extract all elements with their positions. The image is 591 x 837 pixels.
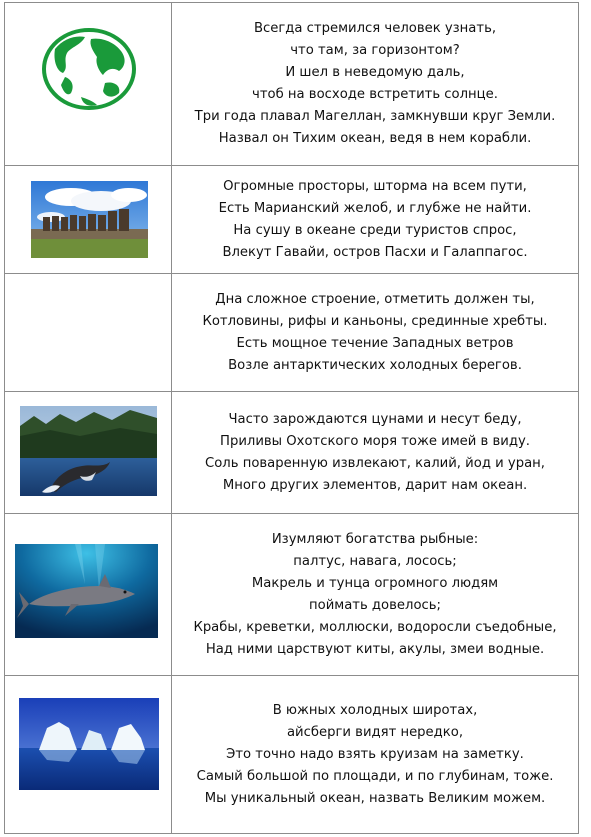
poem-line: Приливы Охотского моря тоже имей в виду. [220,433,530,449]
poem-stanza [172,514,578,675]
poem-line: Соль поваренную извлекают, калий, йод и уран, [205,455,545,471]
table-row [4,392,579,514]
poem-stanza [172,3,578,165]
poem-line: В южных холодных широтах, [272,702,478,718]
poem-line: что там, за горизонтом? [290,43,460,58]
poem-line: Мы уникальный океан, назвать Великим можем. [204,790,546,806]
table-row [4,514,579,676]
poem-line: Огромные просторы, шторма на всем пути, [223,178,527,194]
poem-line: Три года плавал Магеллан, замкнувши круг Земли. [194,109,556,124]
shark-underwater-photo [15,544,158,638]
image-cell [5,392,172,513]
poem-stanza [172,166,578,273]
poem-line: айсберги видят нередко, [286,724,464,740]
image-cell [5,166,172,273]
table-row [4,676,579,834]
image-cell [5,676,172,833]
poem-line: Влекут Гавайи, остров Пасхи и Галаппагос. [222,244,528,260]
image-cell [5,274,172,391]
poem-line: Котловины, рифы и каньоны, срединные хребты. [202,313,548,329]
poem-line: Самый большой по площади, и по глубинам, тоже. [196,768,554,784]
poem-line: Крабы, креветки, моллюски, водоросли съедобные, [193,619,557,635]
poem-line: Часто зарождаются цунами и несут беду, [228,411,522,427]
poem-line: Назвал он Тихим океан, ведя в нем корабли. [218,131,532,146]
whale-breaching-photo [20,406,157,496]
poem-line: Всегда стремился человек узнать, [253,21,497,36]
easter-island-moai-photo [31,181,148,258]
poem-line: Есть мощное течение Западных ветров [236,335,514,351]
poem-line: Есть Марианский желоб, и глубже не найти. [218,200,532,216]
poem-line: Над ними царствуют киты, акулы, змеи водные. [205,641,545,657]
poem-line: палтус, навага, лосось; [293,553,457,569]
poem-line: И шел в неведомую даль, [285,65,465,80]
poem-line: поймать довелось; [309,597,441,613]
poem-line: Много других элементов, дарит нам океан. [222,477,528,493]
poem-line: Возле антарктических холодных берегов. [228,357,522,373]
poem-line: Это точно надо взять круизам на заметку. [226,746,524,762]
table-row [4,2,579,166]
poem-stanza [172,392,578,513]
poem-line: чтоб на восходе встретить солнце. [252,87,498,102]
poem-stanza [172,274,578,391]
poem-line: Дна сложное строение, отметить должен ты, [215,291,535,307]
icebergs-photo [19,698,159,790]
table-row [4,274,579,392]
poem-stanza [172,676,578,833]
image-cell [5,3,172,165]
poem-line: Изумляют богатства рыбные: [271,531,479,547]
globe-icon [41,27,137,111]
image-cell [5,514,172,675]
poem-line: Макрель и тунца огромного людям [251,575,499,591]
table-row [4,166,579,274]
poem-line: На сушу в океане среди туристов спрос, [233,222,517,238]
